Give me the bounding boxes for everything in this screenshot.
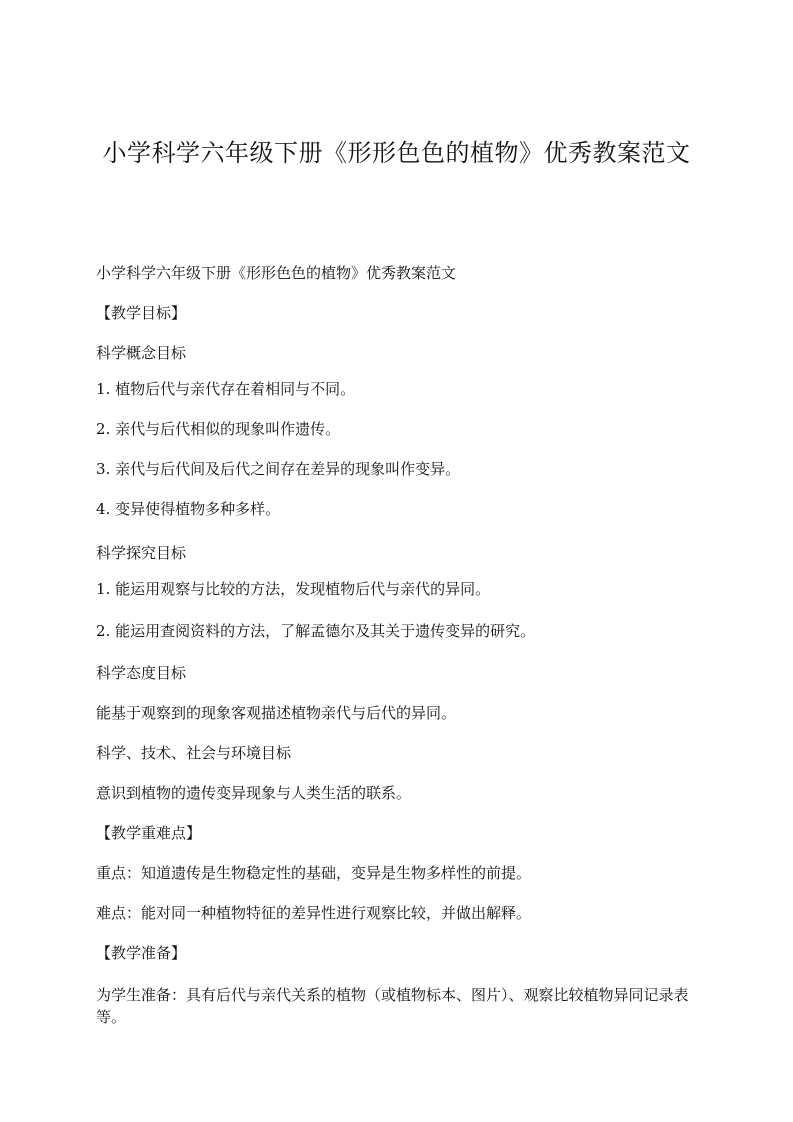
paragraph: 意识到植物的遗传变异现象与人类生活的联系。 [96,784,412,802]
subheading-attitude-goals: 科学态度目标 [96,664,187,682]
section-heading-key-points: 【教学重难点】 [96,824,202,842]
document-title: 小学科学六年级下册《形形色色的植物》优秀教案范文 [102,139,691,167]
list-item: 3. 亲代与后代间及后代之间存在差异的现象叫作变异。 [96,460,461,478]
list-item: 2. 亲代与后代相似的现象叫作遗传。 [96,420,341,438]
subheading-sts-goals: 科学、技术、社会与环境目标 [96,744,292,762]
list-item: 1. 植物后代与亲代存在着相同与不同。 [96,380,356,398]
list-item: 4. 变异使得植物多种多样。 [96,500,281,518]
list-item: 2. 能运用查阅资料的方法，了解孟德尔及其关于遗传变异的研究。 [96,622,536,640]
subheading-concept-goals: 科学概念目标 [96,344,187,362]
list-item: 1. 能运用观察与比较的方法，发现植物后代与亲代的异同。 [96,580,491,598]
paragraph: 能基于观察到的现象客观描述植物亲代与后代的异同。 [96,704,457,722]
subheading-inquiry-goals: 科学探究目标 [96,544,187,562]
paragraph-difficult-point: 难点：能对同一种植物特征的差异性进行观察比较，并做出解释。 [96,904,532,922]
paragraph-key-point: 重点：知道遗传是生物稳定性的基础，变异是生物多样性的前提。 [96,864,532,882]
section-heading-preparation: 【教学准备】 [96,944,187,962]
paragraph-preparation: 为学生准备：具有后代与亲代关系的植物（或植物标本、图片）、观察比较植物异同记录表等。 [96,986,689,1026]
section-heading-objectives: 【教学目标】 [96,304,187,322]
paragraph-subtitle: 小学科学六年级下册《形形色色的植物》优秀教案范文 [96,264,457,282]
